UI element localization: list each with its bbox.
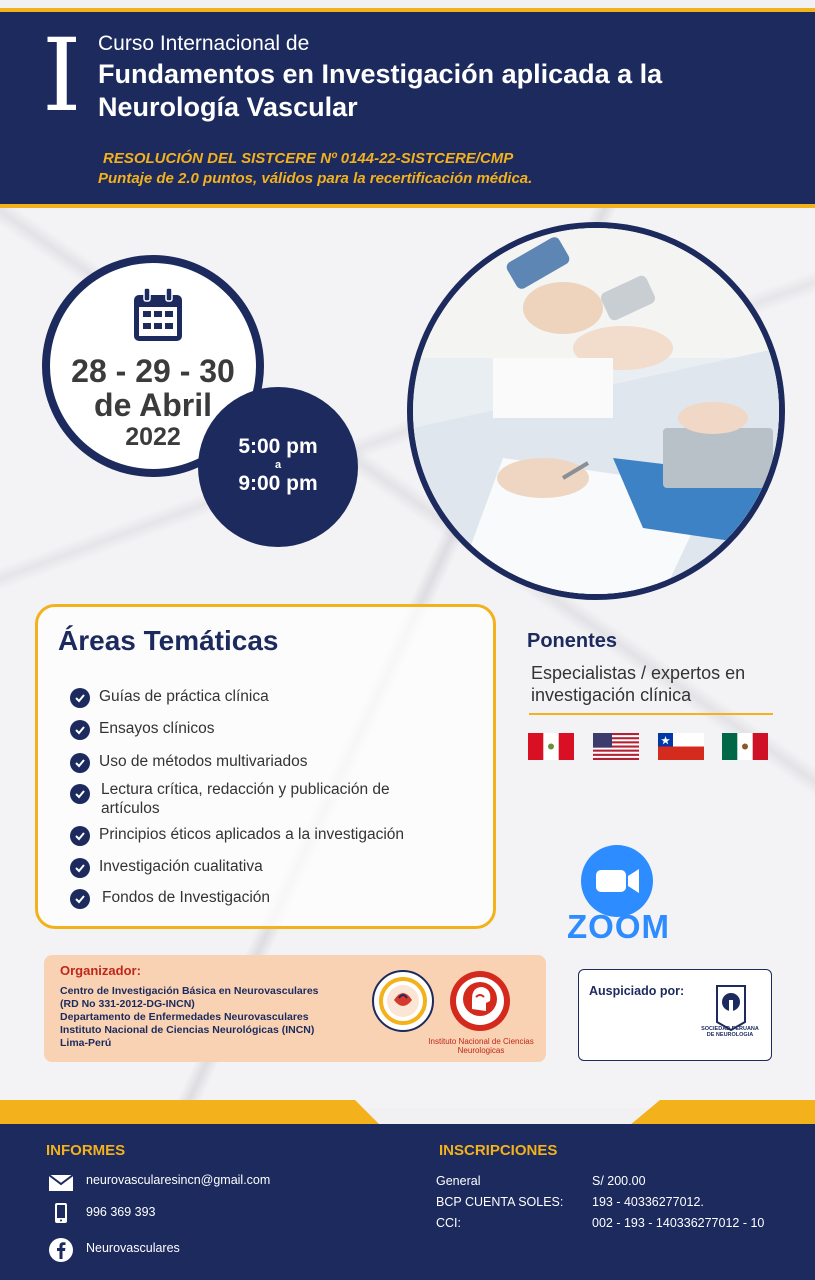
organizer-panel <box>44 955 546 1062</box>
area-item-label: Lectura crítica, redacción y publicación de artículos <box>101 781 390 817</box>
check-icon <box>70 826 90 846</box>
calendar-icon <box>132 287 184 343</box>
sponsor-label: Auspiciado por: <box>589 984 685 998</box>
start-time: 5:00 pm <box>238 435 318 458</box>
check-icon <box>70 688 90 708</box>
inscripciones-label: BCP CUENTA SOLES: <box>436 1195 564 1209</box>
resolution-text: RESOLUCIÓN DEL SISTCERE Nº 0144-22-SISTCERE/CMP <box>103 150 514 167</box>
roman-numeral: I <box>42 17 82 134</box>
area-item <box>70 825 404 846</box>
inscripciones-label: CCI: <box>436 1216 461 1230</box>
zoom-camera-icon <box>581 845 653 917</box>
check-icon <box>70 720 90 740</box>
pre-title: Curso Internacional de <box>98 32 310 55</box>
areas-panel <box>35 604 496 929</box>
area-item <box>70 780 400 818</box>
chile-flag-icon <box>658 733 704 760</box>
ponentes-divider <box>529 713 773 715</box>
course-title: Fundamentos en Investigación aplicada a la Neurología Vascular <box>98 59 663 122</box>
spn-logo-text: SOCIEDAD PERUANA DE NEUROLOGIA <box>701 1026 759 1038</box>
area-item-label: Uso de métodos multivariados <box>99 753 308 770</box>
informes-title: INFORMES <box>46 1142 126 1159</box>
area-item <box>70 857 263 878</box>
areas-title: Áreas Temáticas <box>58 625 279 656</box>
zoom-wordmark: ZOOM <box>567 908 670 945</box>
usa-flag-icon <box>593 733 639 760</box>
check-icon <box>70 753 90 773</box>
points-text: Puntaje de 2.0 puntos, válidos para la recertificación médica. <box>98 170 533 187</box>
event-days: 28 - 29 - 30 <box>71 353 235 389</box>
area-item-label: Guías de práctica clínica <box>99 688 269 705</box>
event-year: 2022 <box>125 423 181 451</box>
area-item <box>70 752 308 773</box>
incn-logo-caption: Instituto Nacional de Ciencias Neurologicas <box>428 1037 534 1055</box>
ponentes-description: Especialistas / expertos en investigación clínica <box>531 663 746 705</box>
phone-icon <box>54 1202 68 1224</box>
area-item-label: Fondos de Investigación <box>102 889 271 906</box>
doctor-illustration <box>413 228 779 594</box>
organizer-line: Departamento de Enfermedades Neurovasculares <box>60 1011 309 1023</box>
event-month: de Abril <box>94 387 212 423</box>
organizer-line: Centro de Investigación Básica en Neurovasculares <box>60 985 319 997</box>
mail-icon <box>48 1174 74 1192</box>
end-time: 9:00 pm <box>238 472 318 495</box>
area-item-label: Investigación cualitativa <box>99 858 263 875</box>
organizer-line: Instituto Nacional de Ciencias Neurológicas (INCN) <box>60 1024 315 1036</box>
peru-flag-icon <box>528 733 574 760</box>
facebook-icon <box>48 1237 74 1263</box>
zoom-logo <box>581 845 653 917</box>
inscripciones-label: General <box>436 1174 481 1188</box>
check-icon <box>70 889 90 909</box>
time-circle <box>198 387 358 547</box>
inscripciones-title: INSCRIPCIONES <box>439 1142 558 1159</box>
area-item <box>70 687 269 708</box>
organizer-line: (RD No 331-2012-DG-INCN) <box>60 998 195 1010</box>
informes-facebook[interactable]: Neurovasculares <box>86 1241 180 1255</box>
mexico-flag-icon <box>722 733 768 760</box>
organizer-title: Organizador: <box>60 963 141 978</box>
informes-email[interactable]: neurovascularesincn@gmail.com <box>86 1173 271 1187</box>
header-banner <box>0 8 815 208</box>
informes-phone[interactable]: 996 369 393 <box>86 1205 156 1219</box>
incn-logo <box>448 969 512 1033</box>
time-connector: a <box>274 459 282 471</box>
ponentes-title: Ponentes <box>527 630 618 652</box>
check-icon <box>70 858 90 878</box>
inscripciones-value: 002 - 193 - 140336277012 - 10 <box>592 1216 765 1230</box>
doctor-photo <box>407 222 785 600</box>
area-item <box>70 888 270 909</box>
area-item-label: Ensayos clínicos <box>99 720 215 737</box>
area-item <box>70 719 214 740</box>
organizer-line: Lima-Perú <box>60 1037 112 1049</box>
area-item-label: Principios éticos aplicados a la investigación <box>99 826 404 843</box>
check-icon <box>70 784 90 804</box>
department-seal-logo <box>372 970 434 1032</box>
footer <box>0 1124 815 1280</box>
inscripciones-value: 193 - 40336277012. <box>592 1195 704 1209</box>
footer-accent-bar <box>0 1100 815 1125</box>
inscripciones-value: S/ 200.00 <box>592 1174 646 1188</box>
sponsor-panel <box>578 969 772 1061</box>
